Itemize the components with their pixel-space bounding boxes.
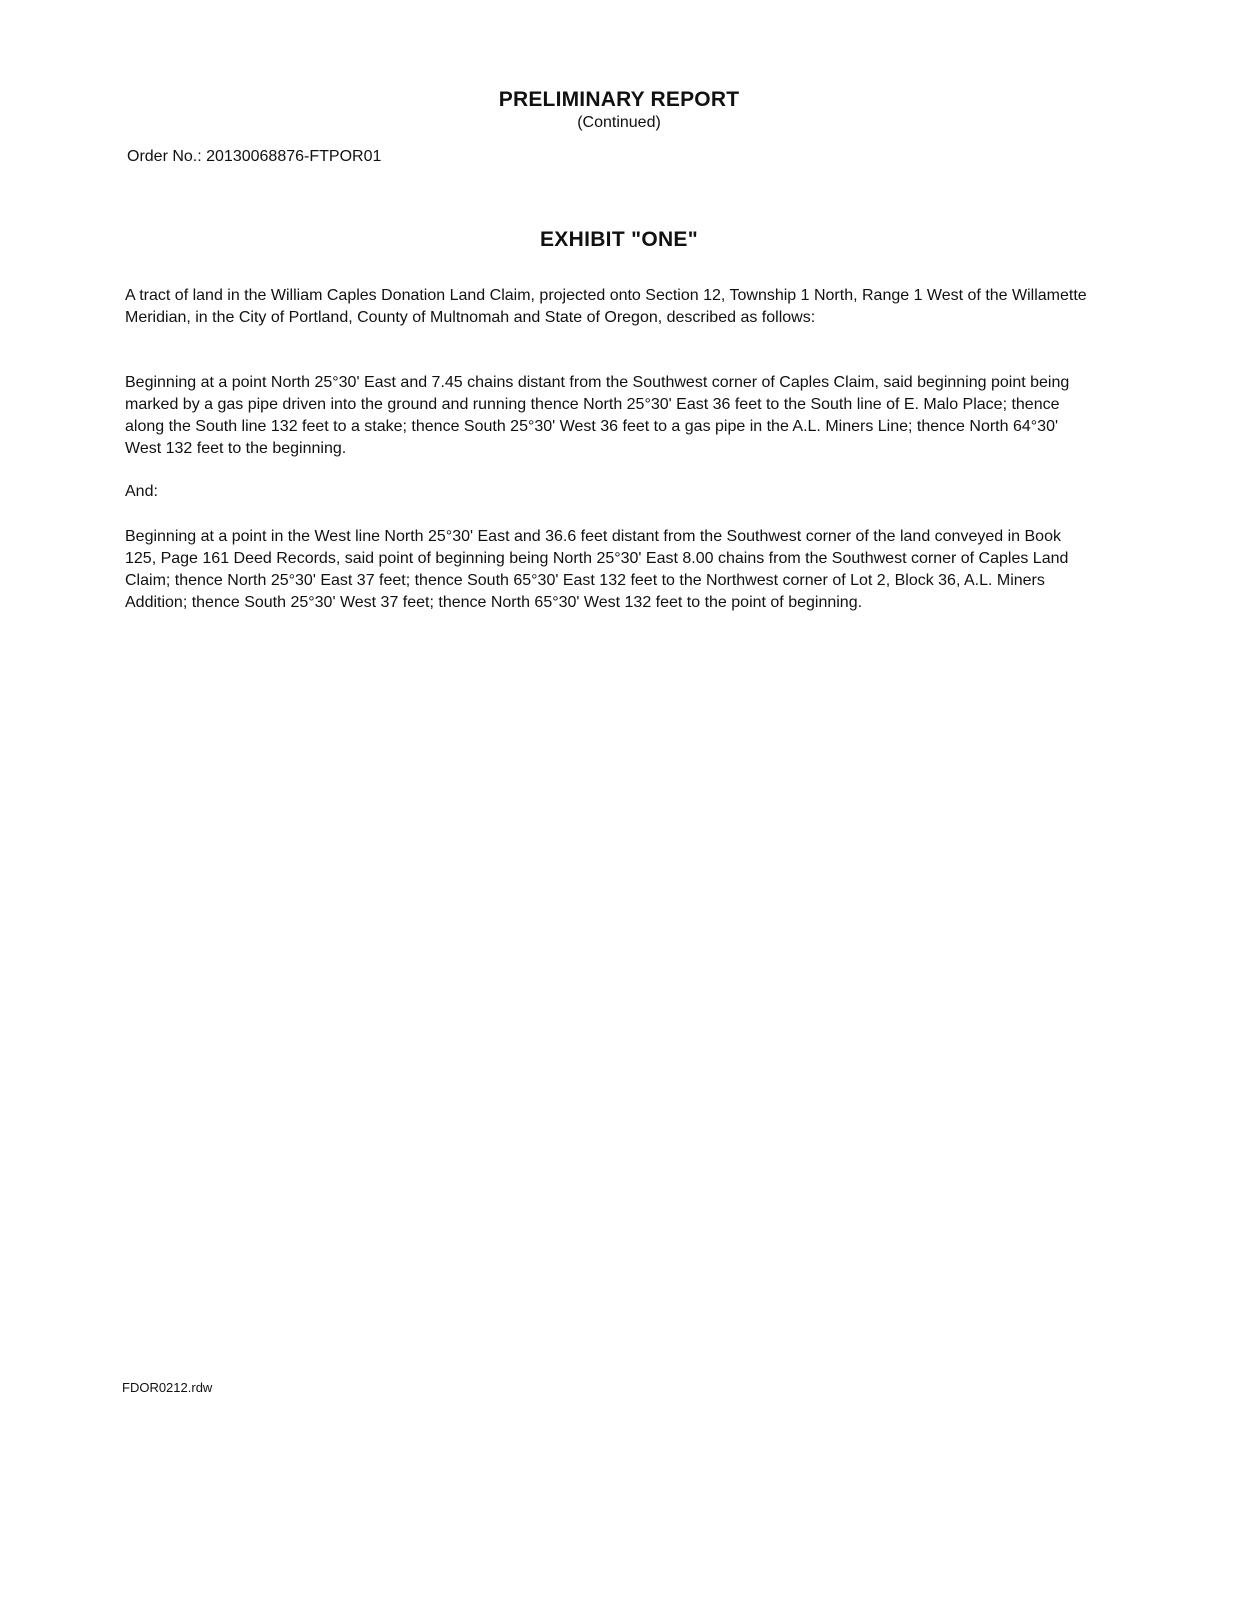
- exhibit-title: EXHIBIT "ONE": [540, 228, 698, 251]
- exhibit-paragraph-first-parcel: Beginning at a point North 25°30' East and 7.45 chains distant from the Southwest corner of Caples Claim, said beginning point being marked by a gas pipe driven into the ground and running thence North 25°30' East 36 feet to the South line of E. Malo Place; thence along the South line 132 feet to a stake; thence South 25°30' West 36 feet to a gas pipe in the A.L. Miners Line; thence North 64°30' West 132 feet to the beginning.: [125, 374, 1070, 457]
- report-title: PRELIMINARY REPORT: [498, 88, 740, 111]
- order-number: Order No.: 20130068876-FTPOR01: [127, 148, 382, 165]
- exhibit-paragraph-intro: A tract of land in the William Caples Donation Land Claim, projected onto Section 12, Township 1 North, Range 1 West of the Willamette Meridian, in the City of Portland, County of Multnomah and State of Oregon, described as follows:: [125, 287, 1087, 326]
- exhibit-paragraph-and: And:: [125, 483, 158, 500]
- footer-form-code: FDOR0212.rdw: [122, 1380, 213, 1395]
- report-subtitle: (Continued): [577, 114, 661, 131]
- exhibit-paragraph-second-parcel: Beginning at a point in the West line North 25°30' East and 36.6 feet distant from the Southwest corner of the land conveyed in Book 125, Page 161 Deed Records, said point of beginning being North 25°30' East 8.00 chains from the Southwest corner of Caples Land Claim; thence North 25°30' East 37 feet; thence South 65°30' East 132 feet to the Northwest corner of Lot 2, Block 36, A.L. Miners Addition; thence South 25°30' West 37 feet; thence North 65°30' West 132 feet to the point of beginning.: [125, 528, 1069, 611]
